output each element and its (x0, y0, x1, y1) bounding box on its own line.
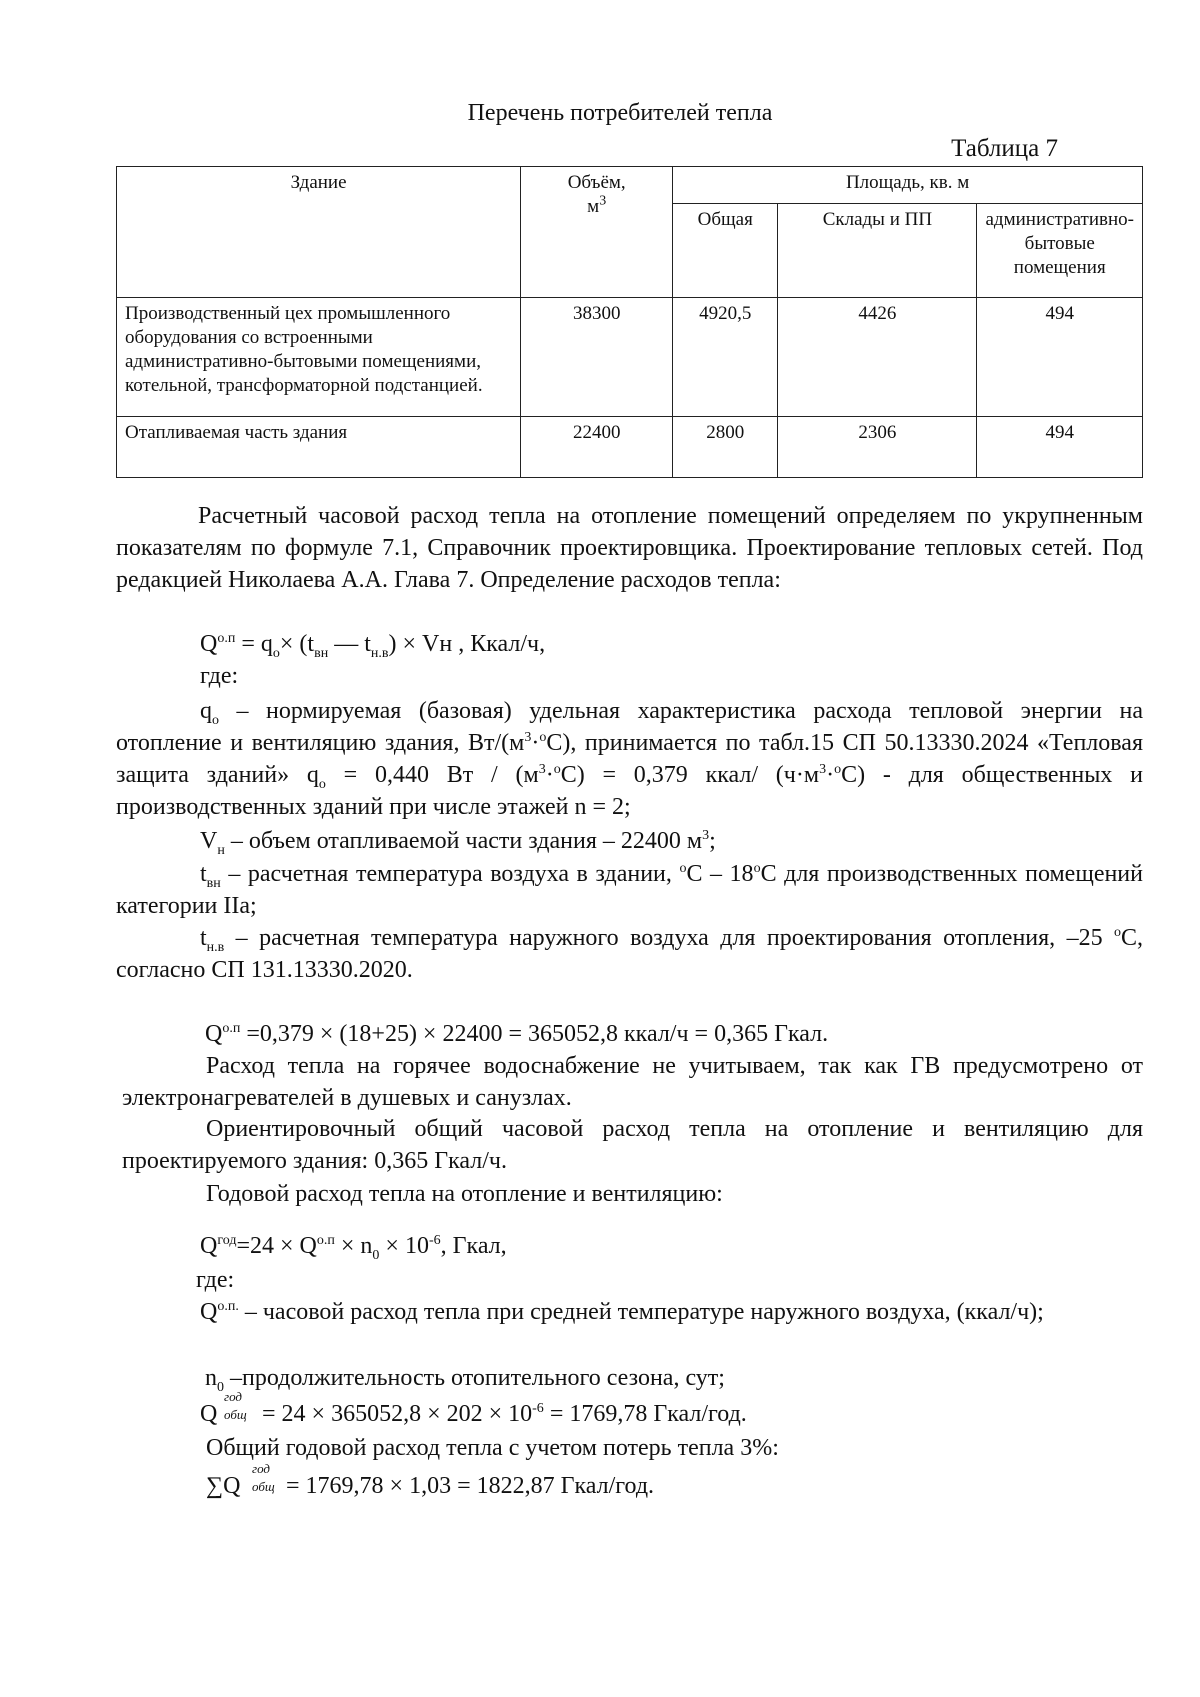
row-volume: 22400 (521, 417, 673, 478)
intro-paragraph: Расчетный часовой расход тепла на отопление помещений определяем по укрупненным показателям по формуле 7.1, Справочник проектировщика. Проектирование тепловых сетей. Под редакцией Николаева А.А. Глава 7. Определение расходов тепла: (116, 503, 1143, 593)
document-title: Перечень потребителей тепла (467, 100, 773, 126)
qo-definition: $q_о$ – нормируемая (базовая) удельная характеристика расхода тепловой энергии на отопление и вентиляцию здания, $Вт/(м^3\cdot^оС)$, принимается по табл.15 СП 50.13330.2024 «Тепловая защита зданий» $q_о = 0,440$ Вт / $(м^3\cdot^оС) = 0,379$ ккал/ $(ч\cdot м^3\cdot^оС)$ - для общественных и производственных зданий при числе этажей n = 2; (116, 698, 1143, 820)
header-area-admin: административно-бытовые помещения (977, 204, 1143, 298)
row-building: Отапливаемая часть здания (117, 417, 521, 478)
table-number: Таблица 7 (951, 135, 1058, 162)
calc-total-with-losses: ∑Q год общ = 1769,78 × 1,03 = 1822,87 Гкал/год. (206, 1461, 655, 1499)
row-admin: 494 (977, 298, 1143, 417)
row-total: 4920,5 (673, 298, 778, 417)
annual-heading: Годовой расход тепла на отопление и вентиляцию: (206, 1181, 723, 1207)
where-label-2: где: (196, 1267, 235, 1293)
header-area-warehouse: Склады и ПП (778, 204, 977, 298)
row-building: Производственный цех промышленного оборудования со встроенными административно-бытовыми помещениями, котельной, трансформаторной подстанцией. (117, 298, 521, 417)
table-row (117, 298, 1143, 417)
calc-hourly: $Q^{о.п} =0,379 \times (18+25) \times 22400 = 365052,8$ ккал/ч = 0,365 Гкал. (205, 1021, 829, 1047)
row-total: 2800 (673, 417, 778, 478)
table-header-row (117, 167, 1143, 204)
row-admin: 494 (977, 417, 1143, 478)
qop-definition: $Q^{о.п.}$ – часовой расход тепла при средней температуре наружного воздуха, (ккал/ч); (200, 1299, 1044, 1325)
row-warehouse: 2306 (778, 417, 977, 478)
n0-definition: $n_0$ –продолжительность отопительного сезона, сут; (205, 1365, 725, 1395)
consumers-table (116, 166, 1143, 478)
row-volume: 38300 (521, 298, 673, 417)
formula-annual: $Q^{год}=24 \times Q^{о.п} \times n_0 \times 10^{-6}$, Гкал, (200, 1233, 507, 1263)
header-building: Здание (117, 167, 521, 298)
header-area-total: Общая (673, 204, 778, 298)
calc-annual: Q год общ = $24 \times 365052,8 \times 202 \times 10^{-6} = 1769,78$ Гкал/год. (200, 1389, 747, 1427)
approx-total: Ориентировочный общий часовой расход тепла на отопление и вентиляцию для проектируемого здания: 0,365 Гкал/ч. (122, 1116, 1143, 1174)
row-warehouse: 4426 (778, 298, 977, 417)
where-label: где: (200, 663, 239, 689)
tvn-definition: $t_{вн}$ – расчетная температура воздуха в здании, $^оС - 18^оС$ для производственных помещений категории IIа; (116, 861, 1143, 919)
tnv-definition: $t_{н.в}$ – расчетная температура наружного воздуха для проектирования отопления, –25 $^о$С, согласно СП 131.13330.2020. (116, 925, 1143, 983)
formula-heat-load: $Q^{о.п} = q_о\times (t_{вн}$ — $t_{н.в}$) × Vн , Ккал/ч, (200, 631, 546, 661)
loss-heading: Общий годовой расход тепла с учетом потерь тепла 3%: (206, 1435, 779, 1461)
header-volume: Объём, $м^3$ (521, 167, 673, 298)
hot-water-note: Расход тепла на горячее водоснабжение не учитываем, так как ГВ предусмотрено от электронагревателей в душевых и санузлах. (122, 1053, 1143, 1111)
header-area: Площадь, кв. м (673, 167, 1143, 204)
table-row (117, 417, 1143, 478)
vn-definition: $V_н$ – объем отапливаемой части здания – 22400 $м^3$; (200, 828, 716, 858)
